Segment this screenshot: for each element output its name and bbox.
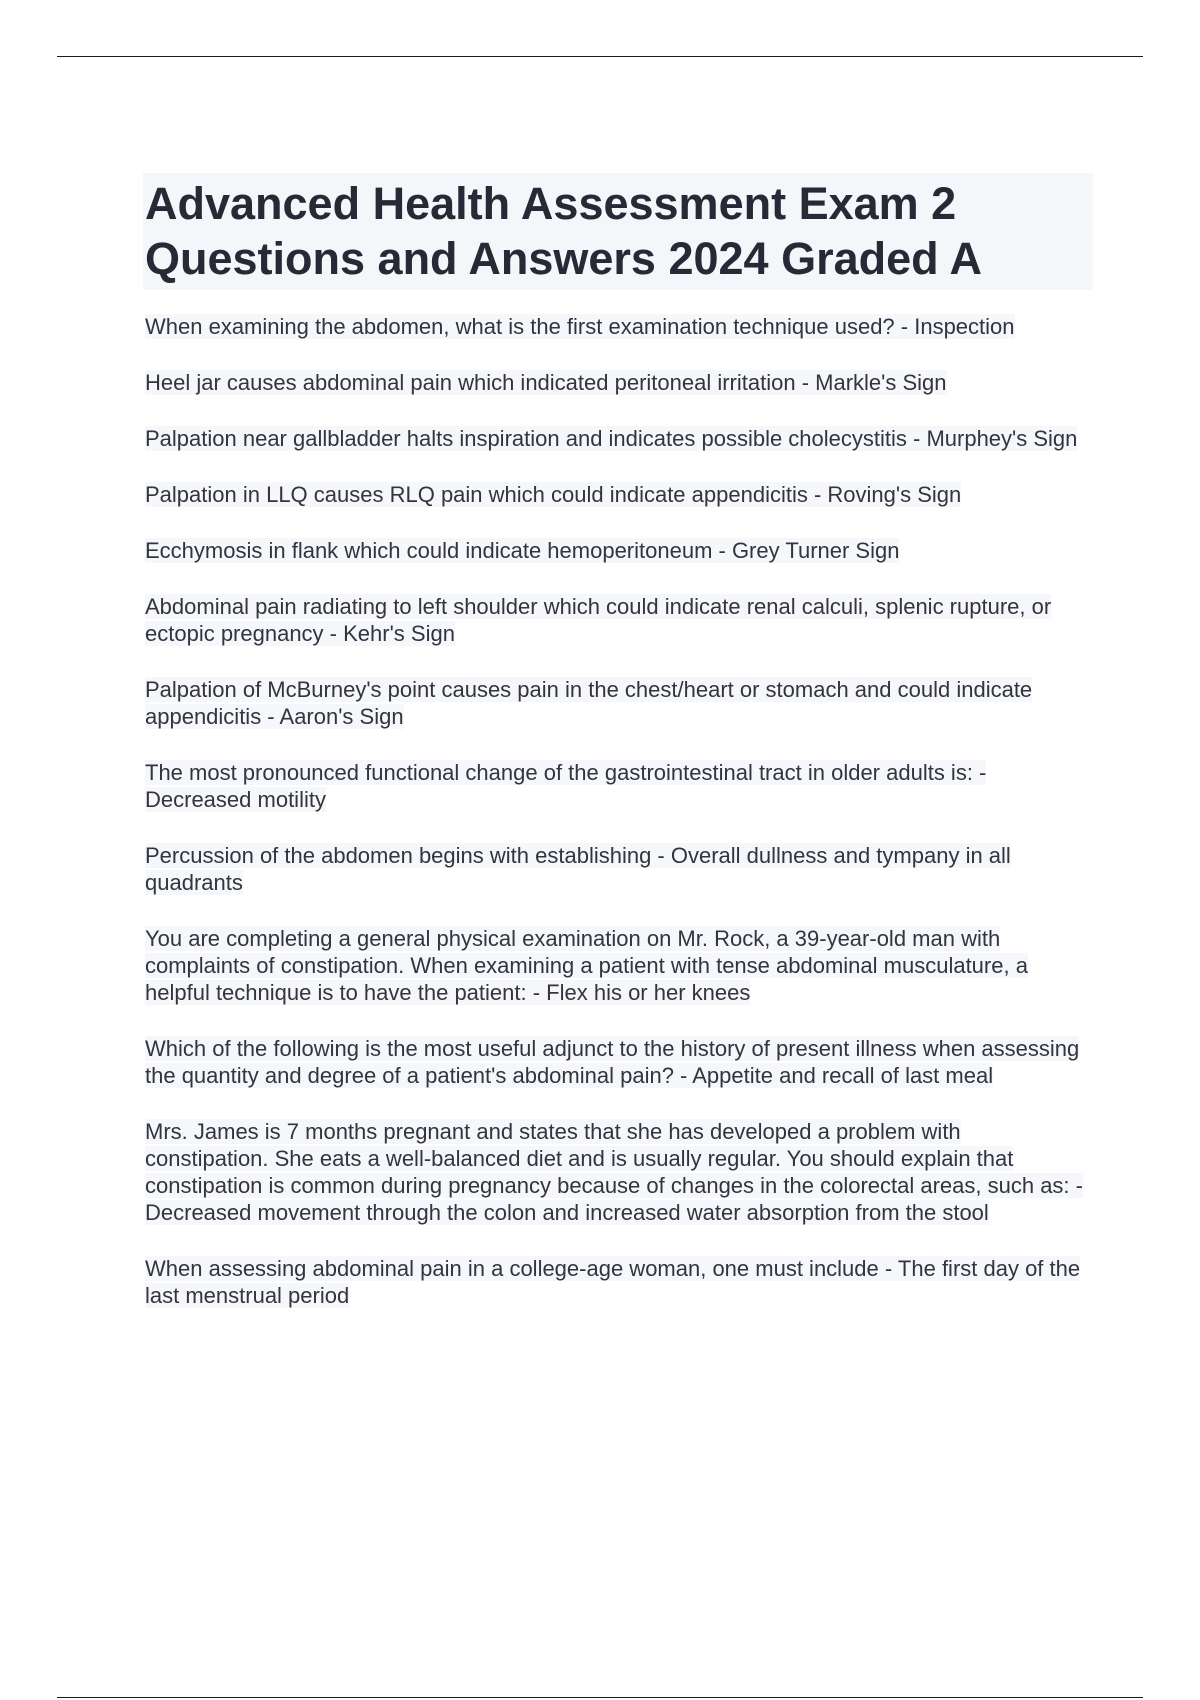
qa-text: Which of the following is the most useful adjunct to the history of present illness when assessing the quantity and degree of a patient's abdominal pain? - Appetite and recall of last meal bbox=[145, 1036, 1080, 1088]
qa-item bbox=[143, 425, 1083, 452]
qa-item bbox=[143, 537, 1083, 564]
qa-text: Palpation near gallbladder halts inspiration and indicates possible cholecystitis - Murphey's Sign bbox=[145, 426, 1078, 451]
qa-item bbox=[143, 759, 1083, 813]
qa-item bbox=[143, 593, 1083, 647]
top-rule bbox=[57, 56, 1143, 57]
qa-text: Ecchymosis in flank which could indicate hemoperitoneum - Grey Turner Sign bbox=[145, 538, 900, 563]
qa-list bbox=[143, 313, 1083, 1338]
qa-item bbox=[143, 1035, 1083, 1089]
qa-text: When examining the abdomen, what is the first examination technique used? - Inspection bbox=[145, 314, 1015, 339]
title-block bbox=[143, 173, 1093, 290]
qa-text: Mrs. James is 7 months pregnant and states that she has developed a problem with constipation. She eats a well-balanced diet and is usually regular. You should explain that constipation is common during pregnancy because of changes in the colorectal areas, such as: - Decreased movement through the colon and increased water absorption from the stool bbox=[145, 1119, 1083, 1225]
qa-text: The most pronounced functional change of the gastrointestinal tract in older adults is: - Decreased motility bbox=[145, 760, 987, 812]
qa-text: Palpation of McBurney's point causes pain in the chest/heart or stomach and could indicate appendicitis - Aaron's Sign bbox=[145, 677, 1033, 729]
qa-item bbox=[143, 369, 1083, 396]
qa-item bbox=[143, 1118, 1083, 1226]
qa-item bbox=[143, 1255, 1083, 1309]
qa-item bbox=[143, 925, 1083, 1006]
document-title: Advanced Health Assessment Exam 2 Questions and Answers 2024 Graded A bbox=[145, 178, 982, 284]
qa-text: You are completing a general physical examination on Mr. Rock, a 39-year-old man with complaints of constipation. When examining a patient with tense abdominal musculature, a helpful technique is to have the patient: - Flex his or her knees bbox=[145, 926, 1028, 1005]
qa-item bbox=[143, 481, 1083, 508]
qa-text: Abdominal pain radiating to left shoulder which could indicate renal calculi, splenic rupture, or ectopic pregnancy - Kehr's Sign bbox=[145, 594, 1052, 646]
qa-item bbox=[143, 842, 1083, 896]
qa-text: Heel jar causes abdominal pain which indicated peritoneal irritation - Markle's Sign bbox=[145, 370, 947, 395]
qa-item bbox=[143, 676, 1083, 730]
qa-text: Palpation in LLQ causes RLQ pain which could indicate appendicitis - Roving's Sign bbox=[145, 482, 962, 507]
qa-text: When assessing abdominal pain in a college-age woman, one must include - The first day of the last menstrual period bbox=[145, 1256, 1081, 1308]
qa-text: Percussion of the abdomen begins with establishing - Overall dullness and tympany in all quadrants bbox=[145, 843, 1011, 895]
qa-item bbox=[143, 313, 1083, 340]
bottom-rule bbox=[57, 1697, 1143, 1698]
